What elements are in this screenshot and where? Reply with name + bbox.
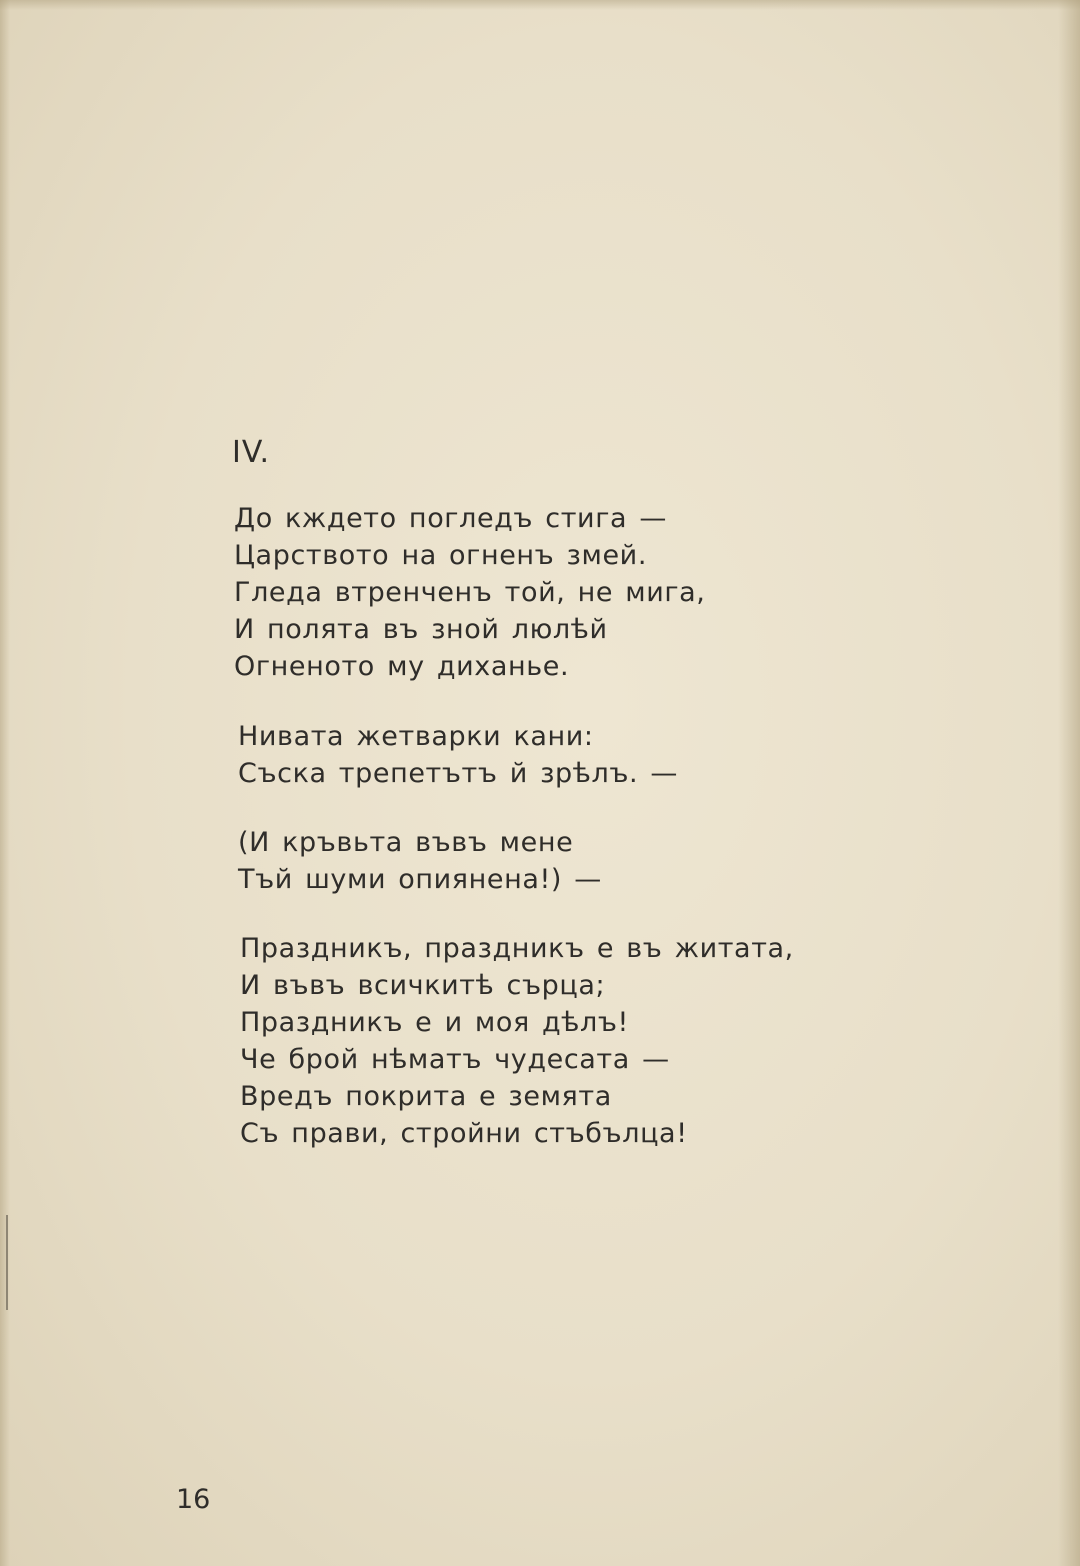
verse-line: Че брой нѣматъ чудесата — xyxy=(240,1044,670,1075)
page-edge-mark xyxy=(6,1215,8,1310)
verse-line: Праздникъ е и моя дѣлъ! xyxy=(240,1007,629,1038)
page-left-edge xyxy=(0,0,10,1566)
verse-line: Царството на огненъ змей. xyxy=(234,540,648,571)
verse-line: Гледа втренченъ той, не мига, xyxy=(234,577,706,608)
stanza-3 xyxy=(238,824,602,898)
verse-line: И въвъ всичкитѣ сърца; xyxy=(240,970,606,1001)
verse-line: Нивата жетварки кани: xyxy=(238,721,594,752)
verse-line: Съска трепетътъ й зрѣлъ. — xyxy=(238,758,679,789)
page-number: 16 xyxy=(176,1484,211,1515)
verse-line: Огненото му диханье. xyxy=(234,651,570,682)
verse-line: Тъй шуми опиянена!) — xyxy=(238,864,602,895)
stanza-2 xyxy=(238,718,678,792)
verse-line: Вредъ покрита е земята xyxy=(240,1081,612,1112)
section-title: IV. xyxy=(232,435,271,470)
verse-line: Съ прави, стройни стъбълца! xyxy=(240,1118,688,1149)
verse-line: До кждето погледъ стига — xyxy=(234,503,667,534)
page-right-shadow xyxy=(1058,0,1080,1566)
verse-line: Праздникъ, праздникъ е въ житата, xyxy=(240,933,794,964)
verse-line: И полята въ зной люлѣй xyxy=(234,614,608,645)
page-top-shadow xyxy=(0,0,1080,10)
stanza-1 xyxy=(234,500,706,685)
verse-line: (И кръвьта въвъ мене xyxy=(238,827,574,858)
stanza-4 xyxy=(240,930,794,1152)
